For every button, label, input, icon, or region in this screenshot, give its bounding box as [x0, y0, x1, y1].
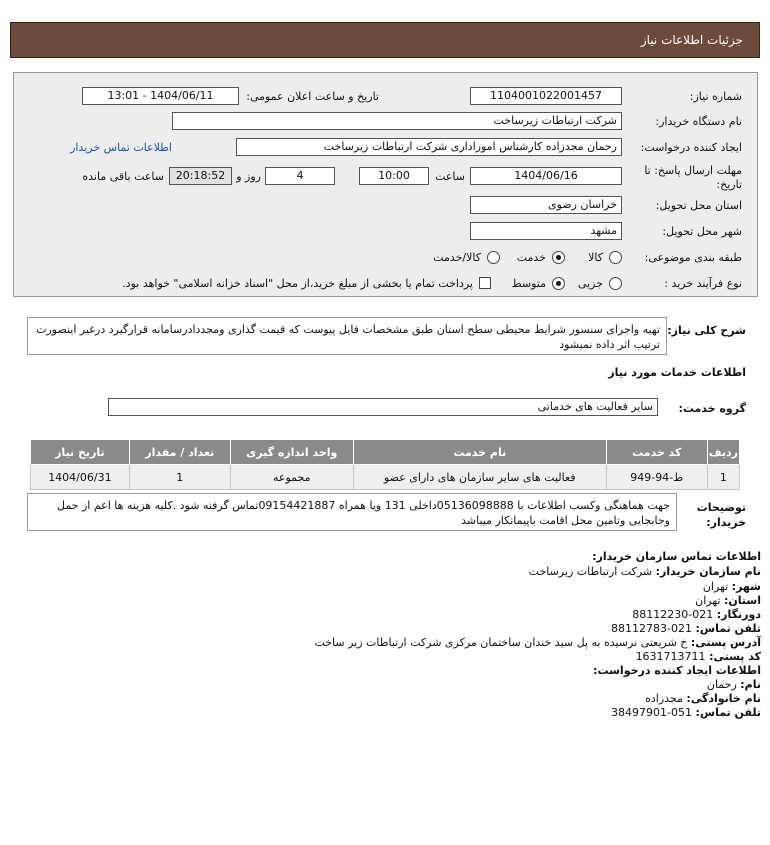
table-row [31, 465, 740, 490]
cell-name: فعالیت های سایر سازمان های دارای عضو [353, 465, 606, 490]
process-option-medium: متوسط [511, 277, 546, 290]
creator-family: نام خانوادگی: مجدزاده [645, 692, 761, 705]
need-number-field: 1104001022001457 [470, 87, 622, 105]
services-header: اطلاعات خدمات مورد نیاز [608, 366, 746, 379]
city-label: شهر محل تحویل: [662, 225, 742, 238]
treasury-payment-checkbox[interactable] [479, 277, 491, 289]
col-name: نام خدمت [353, 440, 606, 465]
description-box [27, 317, 667, 355]
col-date: تاریخ نیاز [31, 440, 130, 465]
contact-fax: تلفن تماس: 021-88112783 [611, 622, 761, 635]
service-group-field: سایر فعالیت های خدماتی [108, 398, 658, 416]
creator-phone: تلفن تماس: 051-38497901 [611, 706, 761, 719]
province-label: استان محل تحویل: [655, 199, 742, 212]
services-table [30, 439, 740, 490]
contact-org: نام سازمان خریدار: شرکت ارتباطات زیرساخت [528, 565, 761, 578]
page-title: جزئیات اطلاعات نیاز [640, 33, 743, 47]
province-field: خراسان رضوی [470, 196, 622, 214]
col-qty: تعداد / مقدار [129, 440, 230, 465]
deadline-date-field: 1404/06/16 [470, 167, 622, 185]
category-option-goods-service: کالا/خدمت [433, 251, 481, 264]
need-number-label: شماره نیاز: [689, 90, 742, 103]
contact-phone: دورنگار: 021-88112230 [632, 608, 761, 621]
remaining-time-field: 20:18:52 [169, 167, 232, 185]
category-radio-service[interactable] [552, 251, 565, 264]
treasury-payment-note: پرداخت تمام یا بخشی از مبلغ خرید،از محل "اسناد خزانه اسلامی" خواهد بود. [122, 277, 473, 290]
category-label: طبقه بندی موضوعی: [644, 251, 742, 264]
creator-header: اطلاعات ایجاد کننده درخواست: [593, 664, 761, 677]
cell-qty: 1 [129, 465, 230, 490]
buyer-org-label: نام دستگاه خریدار: [655, 115, 742, 128]
buyer-notes-label: توضیحات خریدار: [696, 501, 746, 529]
time-label: ساعت [435, 170, 465, 183]
col-row: ردیف [707, 440, 739, 465]
col-code: کد خدمت [606, 440, 707, 465]
buyer-notes-box [27, 493, 677, 531]
buyer-contact-link[interactable]: اطلاعات تماس خریدار [70, 141, 172, 154]
city-field: مشهد [470, 222, 622, 240]
description-text: تهیه واجرای سنسور شرایط محیطی سطح استان طبق مشخصات فایل پیوست که قیمت گذاری ومجددادرسامانه قرارگیرد درغیر اینصورت ترتیب اثر داده نمیشود [36, 323, 660, 351]
service-group-label: گروه خدمت: [678, 402, 746, 415]
days-field: 4 [265, 167, 335, 185]
need-details-panel [13, 72, 758, 297]
table-header-row [31, 440, 740, 465]
announce-date-field: 1404/06/11 - 13:01 [82, 87, 239, 105]
title-bar [10, 22, 760, 58]
cell-unit: مجموعه [230, 465, 353, 490]
days-label: روز و [236, 170, 261, 183]
process-radio-minor[interactable] [609, 277, 622, 290]
contact-address: آدرس پستی: خ شریعتی نرسیده به پل سید خندان ساختمان مرکزی شرکت ارتباطات زیر ساخت [314, 636, 761, 649]
cell-date: 1404/06/31 [31, 465, 130, 490]
description-label: شرح کلی نیاز: [667, 324, 746, 337]
contact-province: استان: تهران [695, 594, 761, 607]
contact-postal: کد پستی: 1631713711 [635, 650, 761, 663]
cell-row: 1 [707, 465, 739, 490]
category-option-goods: کالا [588, 251, 603, 264]
process-label: نوع فرآیند خرید : [664, 277, 742, 290]
col-unit: واحد اندازه گیری [230, 440, 353, 465]
deadline-time-field: 10:00 [359, 167, 429, 185]
category-radio-goods-service[interactable] [487, 251, 500, 264]
contact-header: اطلاعات تماس سازمان خریدار: [592, 550, 761, 563]
remaining-label: ساعت باقی مانده [82, 170, 164, 183]
category-option-service: خدمت [516, 251, 546, 264]
creator-label: ایجاد کننده درخواست: [640, 141, 742, 154]
category-radio-goods[interactable] [609, 251, 622, 264]
buyer-notes-text: جهت هماهنگی وکسب اطلاعات با 05136098888داخلی 131 ویا همراه 09154421887تماس گرفته شود .کلیه هزینه ها اعم از حمل وجابجایی وتامین محل اقامت باپیمانکار میباشد [56, 499, 670, 527]
process-option-minor: جزیی [577, 277, 603, 290]
contact-city: شهر: تهران [702, 580, 761, 593]
deadline-label: مهلت ارسال پاسخ: تا [644, 164, 742, 177]
deadline-label-date: تاریخ: [716, 178, 742, 191]
process-radio-medium[interactable] [552, 277, 565, 290]
cell-code: ط-94-949 [606, 465, 707, 490]
creator-field: رحمان مجدزاده کارشناس اموراداری شرکت ارتباطات زیرساخت [236, 138, 622, 156]
creator-name: نام: رحمان [706, 678, 761, 691]
buyer-org-field: شرکت ارتباطات زیرساخت [172, 112, 622, 130]
announce-date-label: تاریخ و ساعت اعلان عمومی: [246, 90, 379, 103]
